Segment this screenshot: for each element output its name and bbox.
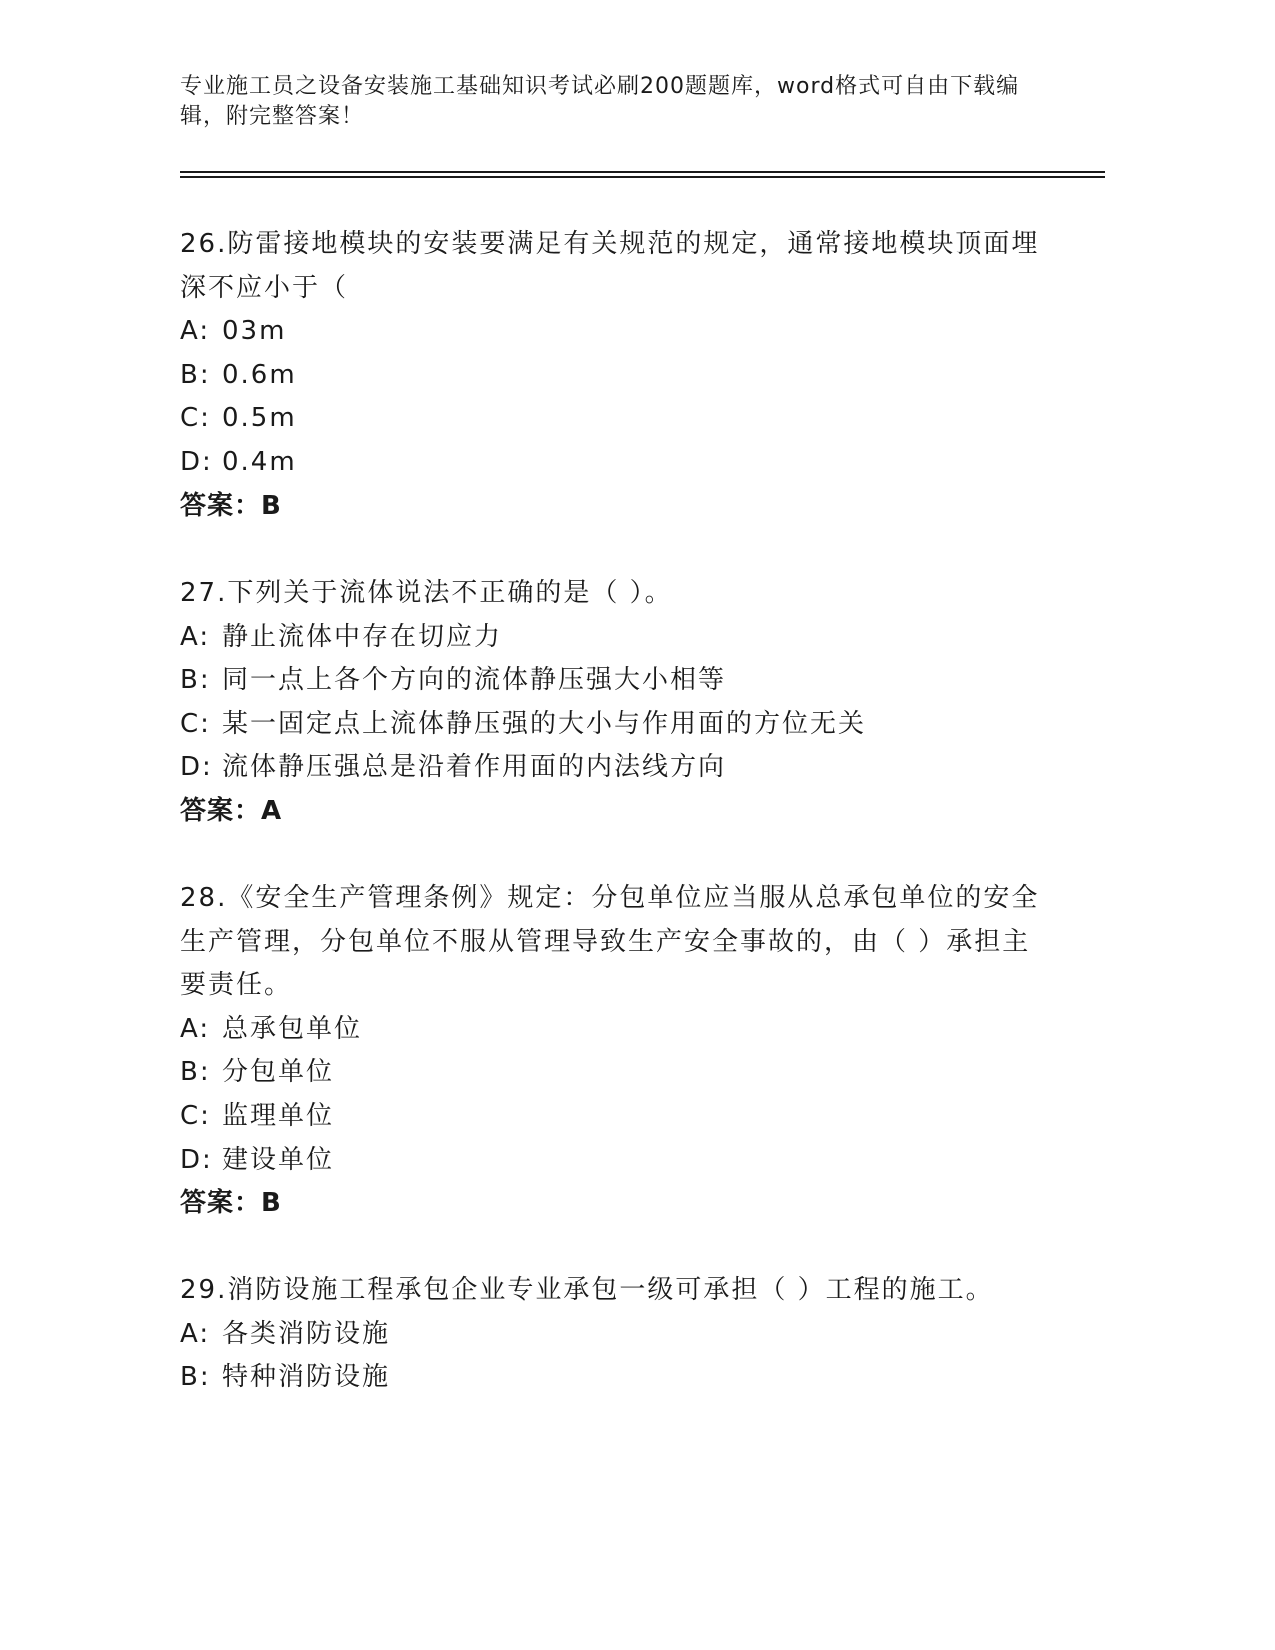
- option-text: 分包单位: [222, 1057, 335, 1088]
- answer-label: 答案：B: [180, 1188, 282, 1219]
- question-stem: 26.防雷接地模块的安装要满足有关规范的规定，通常接地模块顶面埋深不应小于（: [180, 229, 1040, 303]
- question-stem: 28.《安全生产管理条例》规定：分包单位应当服从总承包单位的安全生产管理，分包单位不服从管理导致生产安全事故的，由（ ）承担主要责任。: [180, 883, 1040, 1001]
- option-letter: B:: [180, 1057, 211, 1088]
- option-a: [180, 310, 1040, 354]
- question-27: [180, 572, 1040, 834]
- option-letter: D:: [180, 752, 213, 783]
- option-b: [180, 659, 1040, 703]
- header-divider-top: [180, 171, 1105, 173]
- option-text: 各类消防设施: [222, 1318, 391, 1349]
- option-text: 03m: [222, 316, 287, 347]
- option-text: 静止流体中存在切应力: [222, 621, 503, 652]
- question-28: [180, 877, 1040, 1226]
- option-letter: A:: [180, 621, 211, 652]
- option-letter: B:: [180, 359, 211, 390]
- option-c: [180, 397, 1040, 441]
- option-b: [180, 1356, 1040, 1400]
- option-text: 同一点上各个方向的流体静压强大小相等: [222, 665, 727, 696]
- option-text: 0.4m: [222, 446, 297, 477]
- option-letter: A:: [180, 1318, 211, 1349]
- document-header: [180, 72, 1040, 132]
- option-d: [180, 746, 1040, 790]
- answer-label: 答案：B: [180, 490, 282, 521]
- option-letter: C:: [180, 403, 211, 434]
- option-a: [180, 616, 1040, 660]
- option-d: [180, 1139, 1040, 1183]
- document-title: 专业施工员之设备安装施工基础知识考试必刷200题题库，word格式可自由下载编辑，附完整答案！: [180, 74, 1020, 129]
- option-text: 某一固定点上流体静压强的大小与作用面的方位无关: [222, 708, 867, 739]
- option-text: 建设单位: [222, 1144, 335, 1175]
- question-stem: 27.下列关于流体说法不正确的是（ ）。: [180, 578, 673, 608]
- option-letter: C:: [180, 1100, 211, 1131]
- option-letter: C:: [180, 708, 211, 739]
- question-26: [180, 223, 1040, 528]
- option-text: 0.6m: [222, 359, 297, 390]
- option-b: [180, 354, 1040, 398]
- option-letter: B:: [180, 1362, 211, 1393]
- option-letter: D:: [180, 1144, 213, 1175]
- option-b: [180, 1051, 1040, 1095]
- question-29: [180, 1269, 1040, 1400]
- option-a: [180, 1008, 1040, 1052]
- question-stem: 29.消防设施工程承包企业专业承包一级可承担（ ）工程的施工。: [180, 1275, 994, 1305]
- option-text: 监理单位: [222, 1100, 335, 1131]
- option-letter: A:: [180, 1013, 211, 1044]
- option-text: 总承包单位: [222, 1013, 363, 1044]
- option-text: 流体静压强总是沿着作用面的内法线方向: [222, 752, 727, 783]
- option-letter: D:: [180, 446, 213, 477]
- answer-label: 答案：A: [180, 795, 283, 826]
- option-c: [180, 1095, 1040, 1139]
- option-text: 0.5m: [222, 403, 297, 434]
- option-letter: B:: [180, 665, 211, 696]
- option-letter: A:: [180, 316, 211, 347]
- option-c: [180, 703, 1040, 747]
- option-d: [180, 441, 1040, 485]
- option-a: [180, 1313, 1040, 1357]
- header-divider-bottom: [180, 176, 1105, 178]
- option-text: 特种消防设施: [222, 1362, 391, 1393]
